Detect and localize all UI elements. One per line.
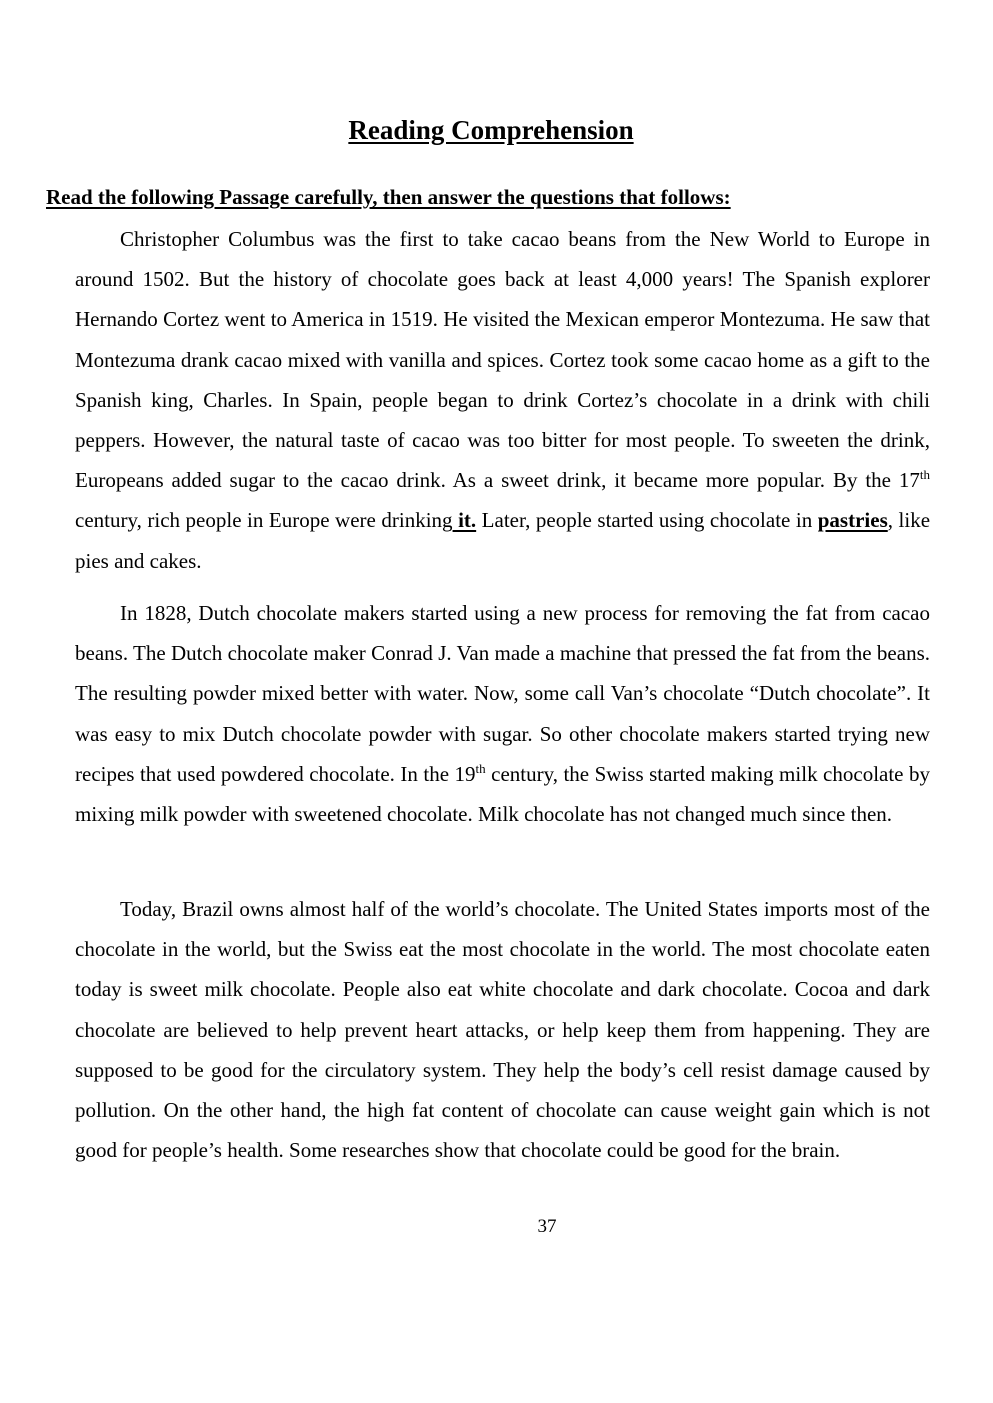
page-number: 37: [537, 1216, 557, 1237]
paragraph-text: , like pies and cakes.: [75, 508, 931, 573]
paragraph-text: Today, Brazil owns almost half of the world’s chocolate. The United States imports most of the chocolate in the world, but the Swiss eat the most chocolate in the world. The most chocolate eaten today is sweet milk chocolate. People also eat white chocolate and dark chocolate. Cocoa and dark chocolate are believed to help prevent heart attacks, or help keep them from happening. They are supposed to be good for the circulatory system. They help the body’s cell resist damage caused by pollution. On the other hand, the high fat content of chocolate can cause weight gain which is not good for people’s health. Some researches show that chocolate could be good for the brain.: [75, 897, 930, 1163]
paragraph-text: Later, people started using chocolate in: [476, 508, 818, 533]
paragraph-text: century, the Swiss started making milk chocolate by mixing milk powder with sweetened chocolate. Milk chocolate has not changed much since then.: [75, 761, 930, 827]
paragraph-text: century, rich people in Europe were drinking: [75, 508, 453, 533]
paragraph-text: In 1828, Dutch chocolate makers started using a new process for removing the fat from cacao beans. The Dutch chocolate maker Conrad J. Van made a machine that pressed the fat from the beans. The resulting powder mixed better with water. Now, some call Van’s chocolate “Dutch chocolate”. It was easy to mix Dutch chocolate powder with sugar. So other chocolate makers started trying new recipes that used powdered chocolate. In the 19: [75, 601, 930, 786]
page-title: Reading Comprehension: [348, 115, 634, 145]
paragraph-text: Christopher Columbus was the first to take cacao beans from the New World to Europe in around 1502. But the history of chocolate goes back at least 4,000 years! The Spanish explorer Hernando Cortez went to America in 1519. He visited the Mexican emperor Montezuma. He saw that Montezuma drank cacao mixed with vanilla and spices. Cortez took some cacao home as a gift to the Spanish king, Charles. In Spain, people began to drink Cortez’s chocolate in a drink with chili peppers. However, the natural taste of cacao was too bitter for most people. To sweeten the drink, Europeans added sugar to the cacao drink. As a sweet drink, it became more popular. By the 17: [75, 227, 930, 493]
passage-paragraph-1: [75, 219, 930, 581]
emphasized-word-pastries: pastries: [817, 508, 888, 533]
instruction-text: Read the following Passage carefully, then answer the questions that follows:: [46, 185, 731, 209]
passage-paragraph-3: [75, 889, 930, 1170]
passage-paragraph-2: [75, 593, 930, 834]
emphasized-word-it: it.: [452, 508, 477, 533]
ordinal-suffix: th: [919, 467, 930, 483]
ordinal-suffix: th: [475, 760, 486, 776]
